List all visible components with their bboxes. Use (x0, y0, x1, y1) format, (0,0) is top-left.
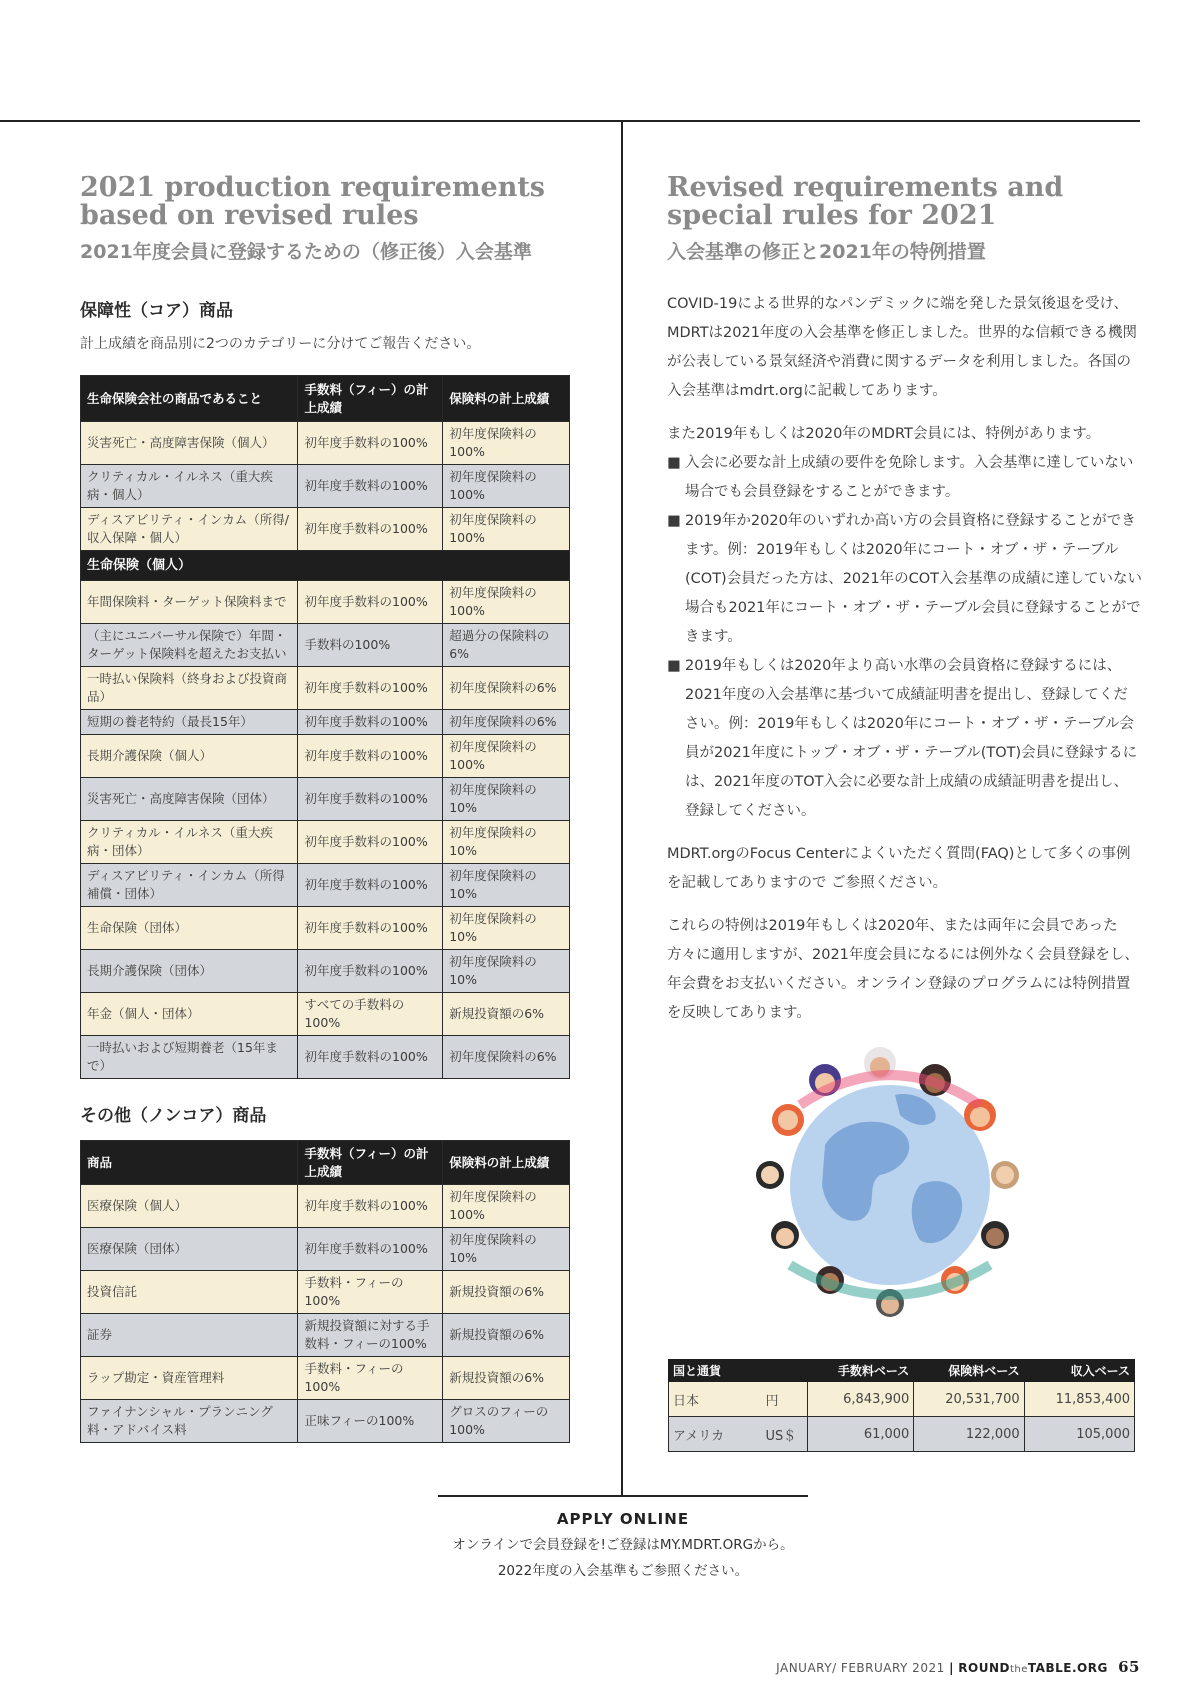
apply-line-2: 2022年度の入会基準もご参照ください。 (497, 1563, 749, 1579)
top-rule (0, 120, 1140, 122)
product-cell: 長期介護保険（個人） (81, 735, 298, 778)
premium-cell: 初年度保険料の10% (443, 907, 570, 950)
commission-cell: 初年度手数料の100% (298, 465, 443, 508)
commission-cell: 初年度手数料の100% (298, 581, 443, 624)
income-value: 11,853,400 (1024, 1382, 1134, 1417)
commission-cell: 初年度手数料の100% (298, 422, 443, 465)
product-cell: 長期介護保険（団体） (81, 950, 298, 993)
product-cell: 投資信託 (81, 1271, 298, 1314)
table-row (81, 907, 570, 950)
bullet-square-icon: ■ (667, 513, 681, 529)
core-section-label: 生命保険（個人） (81, 551, 570, 581)
commission-value: 6,843,900 (808, 1382, 914, 1417)
commission-cell: 手数料・フィーの100% (298, 1271, 443, 1314)
premium-cell: 初年度保険料の10% (443, 821, 570, 864)
noncore-heading: その他（ノンコア）商品 (80, 1106, 267, 1126)
core-table-header (81, 376, 570, 422)
commission-cell: 手数料・フィーの100% (298, 1357, 443, 1400)
premium-cell: 初年度保険料の10% (443, 950, 570, 993)
table-row (81, 1271, 570, 1314)
product-cell: 医療保険（個人） (81, 1185, 298, 1228)
special-rule-text: 2019年か2020年のいずれか高い方の会員資格に登録することができます。例：2019年もしくは2020年にコート・オブ・ザ・テーブル(COT)会員だった方は、2021年のCOT入会基準の成績に達していない場合も2021年にコート・オブ・ザ・テーブル会員に登録することができます。 (685, 513, 1143, 645)
premium-cell: 新規投資額の6% (443, 993, 570, 1036)
product-cell: クリティカル・イルネス（重大疾病・個人） (81, 465, 298, 508)
special-rule-item (667, 507, 1142, 652)
noncore-header-product: 商品 (81, 1141, 298, 1185)
special-rule-item (667, 652, 1142, 826)
page-footer (776, 1658, 1140, 1676)
premium-cell: 初年度保険料の100% (443, 735, 570, 778)
commission-cell: 初年度手数料の100% (298, 821, 443, 864)
commission-cell: 初年度手数料の100% (298, 508, 443, 551)
commission-cell: 正味フィーの100% (298, 1400, 443, 1443)
table-row (81, 864, 570, 907)
product-cell: 年間保険料・ターゲット保険料まで (81, 581, 298, 624)
premium-cell: 初年度保険料の100% (443, 581, 570, 624)
table-row (81, 1036, 570, 1079)
left-title-en: 2021 production requirements based on revised rules (80, 172, 545, 231)
globe-people-illustration (730, 1035, 1050, 1335)
commission-cell: すべての手数料の100% (298, 993, 443, 1036)
special-rules-list (667, 449, 1142, 826)
special-rule-text: 入会に必要な計上成績の要件を免除します。入会基準に達していない場合でも会員登録をすることができます。 (685, 455, 1134, 500)
core-header-commission: 手数料（フィー）の計上成績 (298, 376, 443, 422)
product-cell: 一時払いおよび短期養老（15年まで） (81, 1036, 298, 1079)
commission-cell: 初年度手数料の100% (298, 710, 443, 735)
currency-unit: 円 (762, 1382, 808, 1417)
product-cell: 生命保険（団体） (81, 907, 298, 950)
product-cell: ファイナンシャル・プランニング料・アドバイス料 (81, 1400, 298, 1443)
premium-cell: 初年度保険料の10% (443, 778, 570, 821)
premium-cell: グロスのフィーの100% (443, 1400, 570, 1443)
core-header-product: 生命保険会社の商品であること (81, 376, 298, 422)
noncore-header-commission: 手数料（フィー）の計上成績 (298, 1141, 443, 1185)
table-row (81, 422, 570, 465)
premium-cell: 初年度保険料の10% (443, 864, 570, 907)
table-row (81, 710, 570, 735)
product-cell: 証券 (81, 1314, 298, 1357)
currency-unit: US＄ (762, 1417, 808, 1452)
bullet-square-icon: ■ (667, 455, 681, 471)
table-row (81, 735, 570, 778)
table-row (81, 950, 570, 993)
currency-table-header (669, 1360, 1135, 1382)
core-table (80, 375, 570, 1079)
table-row (81, 778, 570, 821)
special-rules-intro: また2019年もしくは2020年のMDRT会員には、特例があります。 (667, 426, 1101, 442)
left-title-jp: 2021年度会員に登録するための（修正後）入会基準 (80, 241, 532, 263)
commission-cell: 初年度手数料の100% (298, 1036, 443, 1079)
premium-value: 122,000 (914, 1417, 1024, 1452)
table-row (81, 465, 570, 508)
country-name: アメリカ (669, 1417, 762, 1452)
applicability-paragraph: これらの特例は2019年もしくは2020年、または両年に会員であった方々に適用しますが、2021年度会員になるには例外なく会員登録をし、年会費をお支払いください。オンライン登録のプログラムには特例措置を反映してあります。 (667, 918, 1139, 1021)
product-cell: 医療保険（団体） (81, 1228, 298, 1271)
table-row (81, 624, 570, 667)
faq-paragraph: MDRT.orgのFocus Centerによくいただく質問(FAQ)として多くの事例を記載してありますので ご参照ください。 (667, 846, 1131, 891)
country-name: 日本 (669, 1382, 762, 1417)
premium-cell: 初年度保険料の100% (443, 465, 570, 508)
table-row (81, 1185, 570, 1228)
bullet-square-icon: ■ (667, 658, 681, 674)
currency-header-commission: 手数料ベース (808, 1360, 914, 1382)
right-column (667, 174, 1142, 1028)
currency-header-country: 国と通貨 (669, 1360, 808, 1382)
page-number: 65 (1118, 1658, 1140, 1676)
product-cell: 短期の養老特約（最長15年） (81, 710, 298, 735)
table-row (81, 1400, 570, 1443)
premium-cell: 新規投資額の6% (443, 1314, 570, 1357)
apply-online-box (380, 1510, 866, 1584)
table-row (81, 508, 570, 551)
core-section-row (81, 551, 570, 581)
brand-round: ROUND (958, 1661, 1010, 1675)
commission-cell: 初年度手数料の100% (298, 950, 443, 993)
product-cell: ラップ勘定・資産管理料 (81, 1357, 298, 1400)
premium-cell: 新規投資額の6% (443, 1357, 570, 1400)
product-cell: （主にユニバーサル保険で）年間・ターゲット保険料を超えたお支払い (81, 624, 298, 667)
premium-cell: 初年度保険料の100% (443, 422, 570, 465)
table-row (81, 1314, 570, 1357)
right-title-en: Revised requirements and special rules for 2021 (667, 172, 1064, 231)
footer-separator: | (949, 1661, 954, 1675)
commission-cell: 初年度手数料の100% (298, 907, 443, 950)
product-cell: 一時払い保険料（終身および投資商品） (81, 667, 298, 710)
premium-cell: 新規投資額の6% (443, 1271, 570, 1314)
premium-cell: 初年度保険料の6% (443, 1036, 570, 1079)
product-cell: 年金（個人・団体） (81, 993, 298, 1036)
right-title-jp: 入会基準の修正と2021年の特例措置 (667, 241, 986, 263)
core-heading: 保障性（コア）商品 (80, 301, 233, 321)
premium-cell: 初年度保険料の10% (443, 1228, 570, 1271)
premium-value: 20,531,700 (914, 1382, 1024, 1417)
commission-cell: 新規投資額に対する手数料・フィーの100% (298, 1314, 443, 1357)
premium-cell: 初年度保険料の6% (443, 710, 570, 735)
commission-value: 61,000 (808, 1417, 914, 1452)
premium-cell: 超過分の保険料の6% (443, 624, 570, 667)
column-divider (621, 121, 623, 1496)
special-rule-item (667, 449, 1142, 507)
income-value: 105,000 (1024, 1417, 1134, 1452)
currency-header-income: 収入ベース (1024, 1360, 1134, 1382)
currency-table (668, 1359, 1135, 1452)
currency-header-premium: 保険料ベース (914, 1360, 1024, 1382)
table-row (81, 1357, 570, 1400)
commission-cell: 初年度手数料の100% (298, 667, 443, 710)
product-cell: 災害死亡・高度障害保険（個人） (81, 422, 298, 465)
premium-cell: 初年度保険料の100% (443, 508, 570, 551)
apply-divider (438, 1495, 808, 1497)
product-cell: ディスアビリティ・インカム（所得補償・団体） (81, 864, 298, 907)
noncore-header-premium: 保険料の計上成績 (443, 1141, 570, 1185)
apply-line-1: オンラインで会員登録を!ご登録はMY.MDRT.ORGから。 (452, 1537, 794, 1553)
commission-cell: 初年度手数料の100% (298, 1185, 443, 1228)
left-column (80, 174, 570, 1443)
table-row (81, 581, 570, 624)
currency-row-usa (669, 1417, 1135, 1452)
core-header-premium: 保険料の計上成績 (443, 376, 570, 422)
commission-cell: 初年度手数料の100% (298, 1228, 443, 1271)
noncore-table-header (81, 1141, 570, 1185)
apply-title: APPLY ONLINE (556, 1510, 690, 1528)
table-row (81, 1228, 570, 1271)
table-row (81, 993, 570, 1036)
premium-cell: 初年度保険料の6% (443, 667, 570, 710)
intro-paragraph: COVID-19による世界的なパンデミックに端を発した景気後退を受け、MDRTは2021年度の入会基準を修正しました。世界的な信頼できる機関が公表している景気経済や消費に関するデータを利用しました。各国の入会基準はmdrt.orgに記載してあります。 (667, 296, 1137, 399)
table-row (81, 821, 570, 864)
commission-cell: 初年度手数料の100% (298, 735, 443, 778)
core-note: 計上成績を商品別に2つのカテゴリーに分けてご報告ください。 (80, 336, 481, 352)
commission-cell: 初年度手数料の100% (298, 778, 443, 821)
special-rule-text: 2019年もしくは2020年より高い水準の会員資格に登録するには、2021年度の入会基準に基づいて成績証明書を提出し、登録してください。例：2019年もしくは2020年にコート・オブ・ザ・テーブル会員が2021年度にトップ・オブ・ザ・テーブル(TOT)会員に登録するには、2021年度のTOT入会に必要な計上成績の成績証明書を提出し、登録してください。 (685, 658, 1138, 819)
noncore-table (80, 1140, 570, 1443)
product-cell: 災害死亡・高度障害保険（団体） (81, 778, 298, 821)
product-cell: ディスアビリティ・インカム（所得/収入保障・個人） (81, 508, 298, 551)
brand-table: TABLE.ORG (1027, 1661, 1108, 1675)
commission-cell: 手数料の100% (298, 624, 443, 667)
currency-row-japan (669, 1382, 1135, 1417)
globe-icon (790, 1085, 990, 1285)
brand-the: the (1009, 1664, 1028, 1675)
table-row (81, 667, 570, 710)
issue-date: JANUARY/ FEBRUARY 2021 (776, 1661, 945, 1675)
premium-cell: 初年度保険料の100% (443, 1185, 570, 1228)
commission-cell: 初年度手数料の100% (298, 864, 443, 907)
product-cell: クリティカル・イルネス（重大疾病・団体） (81, 821, 298, 864)
